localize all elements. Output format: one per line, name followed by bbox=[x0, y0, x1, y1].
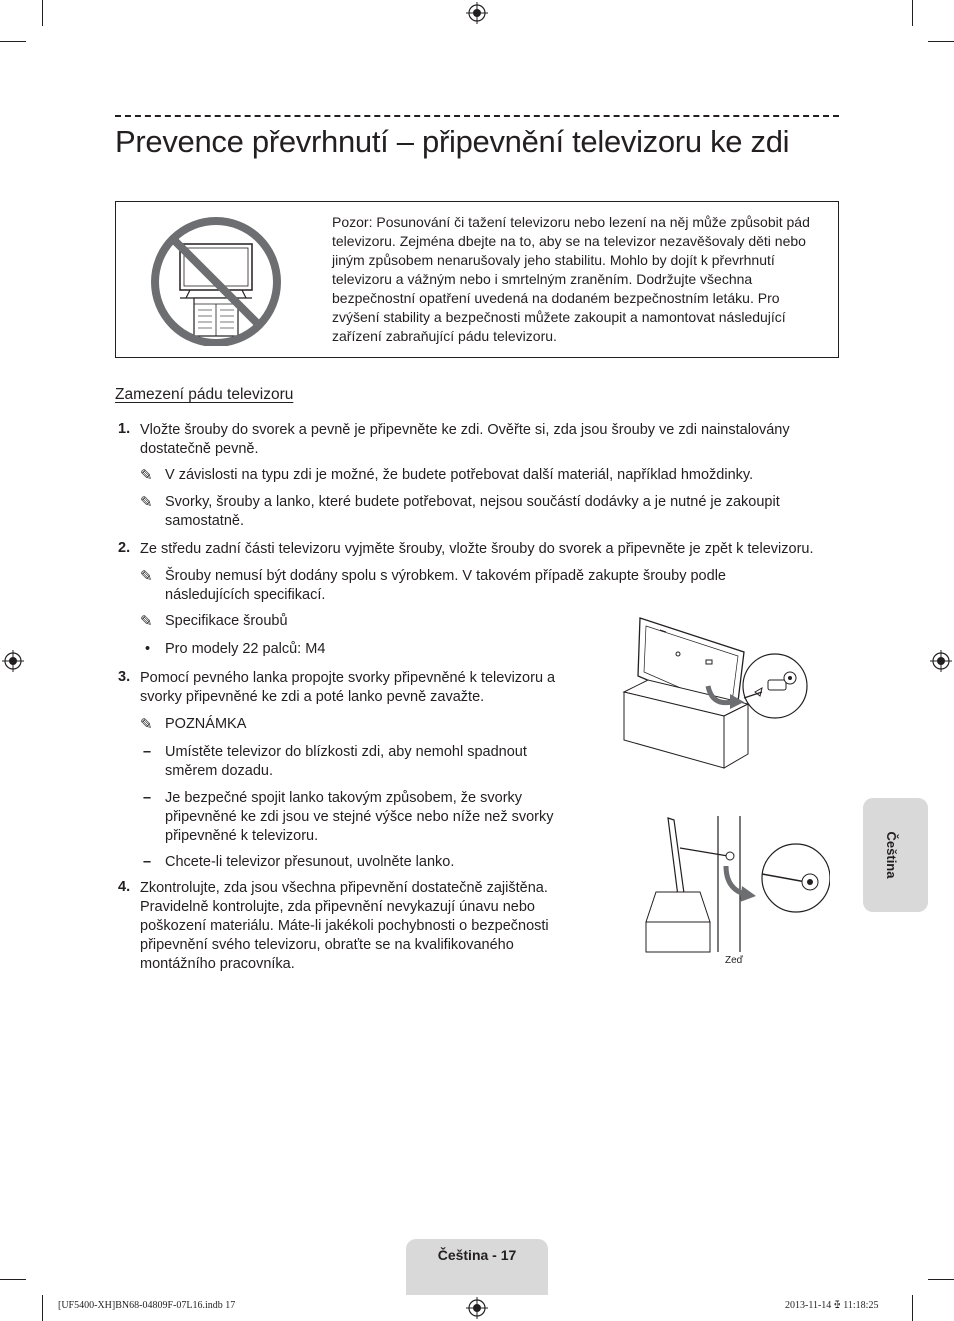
section-subtitle: Zamezení pádu televizoru bbox=[115, 386, 294, 403]
dash-icon: – bbox=[143, 854, 152, 870]
step-text: Pomocí pevného lanka propojte svorky připevněné k televizoru a svorky připevněné ke zdi a poté lanko pevně zavažte. bbox=[140, 670, 556, 705]
crop-mark bbox=[0, 1279, 26, 1280]
wall-label: Zeď bbox=[725, 955, 743, 966]
registration-mark-icon bbox=[930, 650, 952, 672]
crop-mark bbox=[0, 41, 26, 42]
pencil-note-icon: ✎ bbox=[140, 494, 153, 511]
registration-mark-icon bbox=[2, 650, 24, 672]
warning-text: Pozor: Posunování či tažení televizoru nebo lezení na něj může způsobit pád televizoru. Zejména dbejte na to, aby se na televizor nezavěšovaly děti nebo jiným způsobem nenarušovaly jeho stabilitu. Mohlo by dojít k převrhnutí televizoru a vážným nebo i smrtelným zraněním. Dodržujte všechna bezpečnostní opatření uvedená na dodaném bezpečnostním letáku. Pro zvýšení stability a bezpečnosti můžete zakoupit a namontovat následující zařízení zabraňující pádu televizoru. bbox=[332, 214, 810, 344]
note-text: Specifikace šroubů bbox=[165, 613, 288, 629]
note-text: Svorky, šrouby a lanko, které budete potřebovat, nejsou součástí dodávky a je nutné je zakoupit samostatně. bbox=[165, 494, 780, 529]
step-text: Vložte šrouby do svorek a pevně je připevněte ke zdi. Ověřte si, zda jsou šrouby ve zdi nainstalovány dostatečně pevně. bbox=[140, 422, 790, 457]
registration-mark-icon bbox=[466, 2, 488, 24]
page-title: Prevence převrhnutí – připevnění televizoru ke zdi bbox=[115, 124, 790, 159]
print-footer-left: [UF5400-XH]BN68-04809F-07L16.indb 17 bbox=[58, 1300, 236, 1311]
note-text: V závislosti na typu zdi je možné, že budete potřebovat další materiál, například hmoždinky. bbox=[165, 467, 754, 483]
step-text: Ze středu zadní části televizoru vyjměte šrouby, vložte šrouby do svorek a připevněte je zpět k televizoru. bbox=[140, 541, 814, 557]
dash-icon: – bbox=[143, 744, 152, 760]
language-tab-label: Čeština bbox=[883, 831, 899, 879]
crop-mark bbox=[912, 0, 913, 26]
pencil-note-icon: ✎ bbox=[140, 716, 153, 733]
dash-text: Je bezpečné spojit lanko takovým způsobem, že svorky připevněné ke zdi jsou ve stejné výšce nebo níže než svorky připevněné k televizoru. bbox=[165, 790, 554, 844]
step-number: 1. bbox=[118, 421, 131, 437]
crop-mark bbox=[928, 41, 954, 42]
tv-clamp-illustration bbox=[620, 612, 810, 772]
registration-mark-icon bbox=[466, 1297, 488, 1319]
pencil-note-icon: ✎ bbox=[140, 613, 153, 630]
dash-text: Chcete-li televizor přesunout, uvolněte lanko. bbox=[165, 854, 455, 870]
dash-text: Umístěte televizor do blízkosti zdi, aby nemohl spadnout směrem dozadu. bbox=[165, 744, 527, 779]
wall-mount-side-illustration bbox=[640, 812, 830, 958]
note-heading: POZNÁMKA bbox=[165, 716, 247, 732]
title-dashed-rule bbox=[115, 115, 839, 117]
step-text: Zkontrolujte, zda jsou všechna připevnění dostatečně zajištěna. Pravidelně kontrolujte, zda připevnění nevykazují únavu nebo poškození materiálu. Máte-li jakékoli pochybnosti o bezpečnosti připevnění svého televizoru, obraťte se na kvalifikovaného montážního pracovníka. bbox=[140, 880, 549, 972]
crop-mark bbox=[912, 1295, 913, 1321]
crop-mark bbox=[42, 0, 43, 26]
pencil-note-icon: ✎ bbox=[140, 467, 153, 484]
step-number: 3. bbox=[118, 669, 131, 685]
pencil-note-icon: ✎ bbox=[140, 568, 153, 585]
bullet-icon: • bbox=[145, 641, 151, 657]
step-number: 4. bbox=[118, 879, 131, 895]
crop-mark bbox=[928, 1279, 954, 1280]
crop-mark bbox=[42, 1295, 43, 1321]
print-footer-right: 2013-11-14 ꔀ 11:18:25 bbox=[785, 1300, 879, 1311]
page-number: Čeština - 17 bbox=[437, 1247, 517, 1263]
note-text: Šrouby nemusí být dodány spolu s výrobkem. V takovém případě zakupte šrouby podle následujících specifikací. bbox=[165, 568, 726, 603]
dash-icon: – bbox=[143, 790, 152, 806]
no-tv-on-furniture-icon bbox=[150, 214, 282, 346]
bullet-text: Pro modely 22 palců: M4 bbox=[165, 641, 326, 657]
step-number: 2. bbox=[118, 540, 131, 556]
